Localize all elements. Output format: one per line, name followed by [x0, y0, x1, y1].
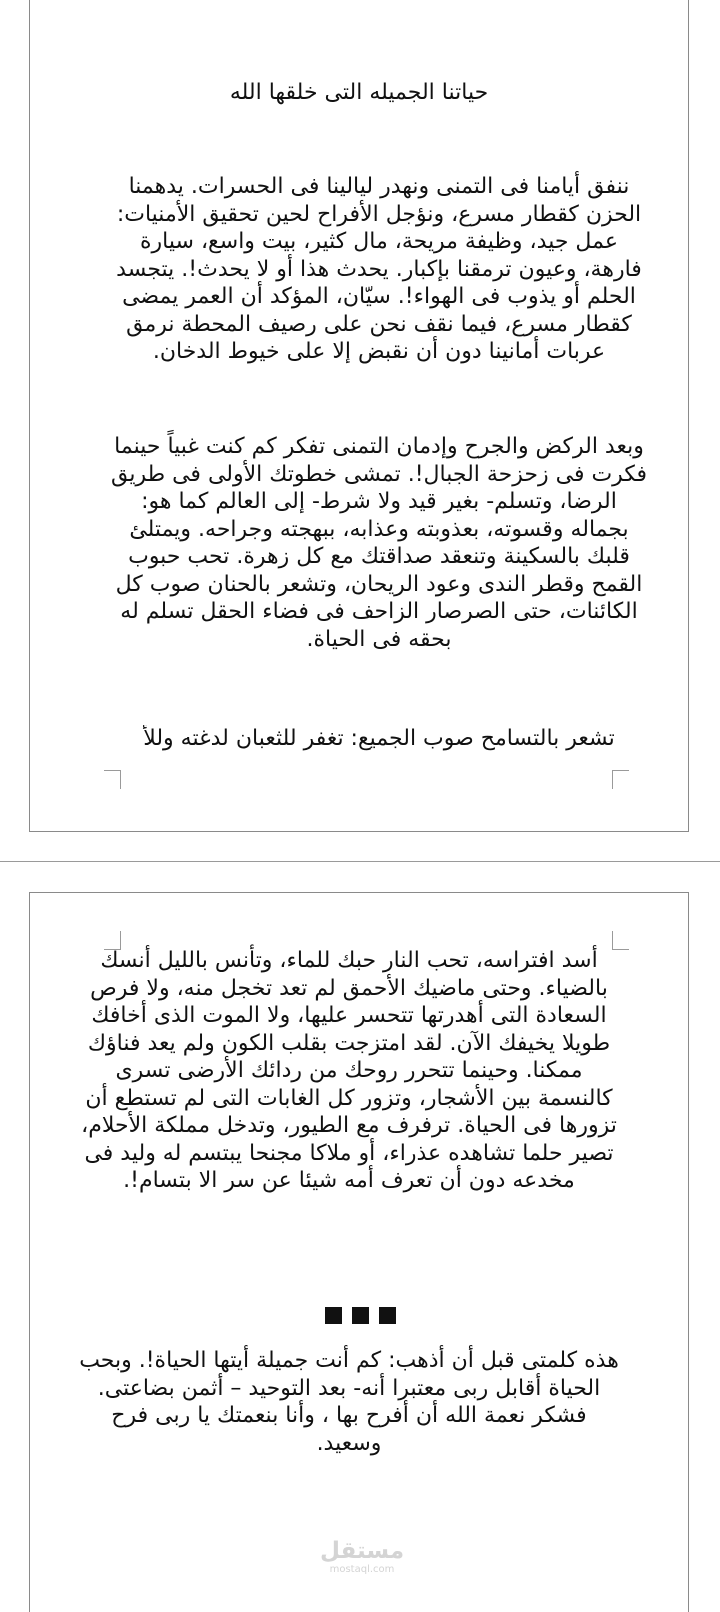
document-title: حياتنا الجميله التى خلقها الله	[229, 80, 489, 105]
paragraph-1: ننفق أيامنا فى التمنى ونهدر ليالينا فى الحسرات. يدهمنا الحزن كقطار مسرع، ونؤجل الأفراح لحين تحقيق الأمنيات: عمل جيد، وظيفة مريحة، مال كثير، بيت واسع، سيارة فارهة، وعيون ترمقنا بإكبار. يحدث هذا أو لا يحدث!. يتجسد الحلم أو يذوب فى الهواء!. سيّان، المؤكد أن العمر يمضى كقطار مسرع، فيما نقف نحن على رصيف المحطة نرمق عربات أمانينا دون أن نقبض إلا على خيوط الدخان.	[116, 174, 642, 364]
margin-corner-mark	[104, 770, 121, 789]
watermark-domain: mostaql.com	[329, 1564, 395, 1575]
margin-corner-mark	[612, 770, 629, 789]
document-page-1	[29, 0, 689, 832]
page-break-line	[0, 861, 720, 862]
paragraph-closing: هذه كلمتى قبل أن أذهب: كم أنت جميلة أيتها الحياة!. وبحب الحياة أقابل ربى معتبرا أنه- بعد التوحيد – أثمن بضاعتى. فشكر نعمة الله أن أفرح بها ، وأنا بنعمتك يا ربى فرح وسعيد.	[79, 1348, 619, 1456]
paragraph-3-start: تشعر بالتسامح صوب الجميع: تغفر للثعبان لدغته وللأ	[143, 726, 615, 751]
paragraph-2: وبعد الركض والجرح وإدمان التمنى تفكر كم كنت غبياً حينما فكرت فى زحزحة الجبال!. تمشى خطوتك الأولى فى طريق الرضا، وتسلم- بغير قيد ولا شرط- إلى العالم كما هو: بجماله وقسوته، بعذوبته وعذابه، ببهجته وجراحه. ويمتلئ قلبك بالسكينة وتنعقد صداقتك مع كل زهرة. تحب حبوب القمح وقطر الندى وعود الريحان، وتشعر بالحنان صوب كل الكائنات، حتى الصرصار الزاحف فى فضاء الحقل تسلم له بحقه فى الحياة.	[110, 434, 647, 652]
watermark-brand: مستقل	[319, 1538, 405, 1564]
mostaql-watermark	[312, 1538, 412, 1576]
section-separator	[0, 1307, 720, 1324]
separator-square	[325, 1307, 342, 1324]
separator-square	[352, 1307, 369, 1324]
paragraph-3-continued: أسد افتراسه، تحب النار حبك للماء، وتأنس بالليل أنسك بالضياء. وحتى ماضيك الأحمق لم تعد تخجل منه، ولا فرص السعادة التى أهدرتها تتحسر عليها، ولا الموت الذى أخافك طويلا يخيفك الآن. لقد امتزجت بقلب الكون ولم يعد فناؤك ممكنا. وحينما تتحرر روحك من ردائك الأرضى تسرى كالنسمة بين الأشجار، وتزور كل الغابات التى لم تستطع أن تزورها فى الحياة. ترفرف مع الطيور، وتدخل مملكة الأحلام، تصير حلما تشاهده عذراء، أو ملاكا مجنحا يبتسم له وليد فى مخدعه دون أن تعرف أمه شيئا عن سر الا بتسام!.	[81, 948, 617, 1193]
separator-square	[379, 1307, 396, 1324]
